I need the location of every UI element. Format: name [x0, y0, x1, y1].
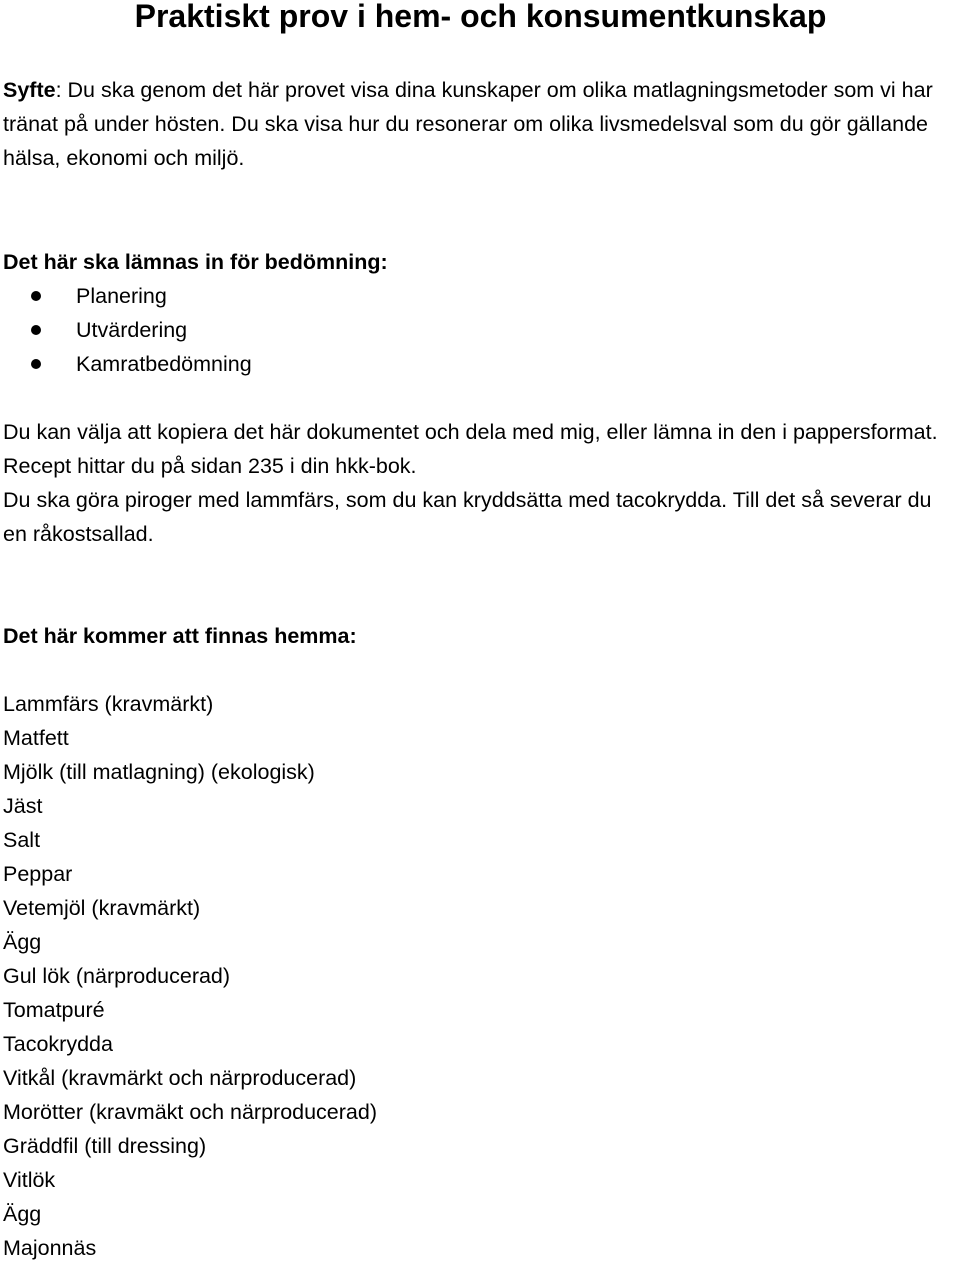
info-paragraph-task: Du ska göra piroger med lammfärs, som du kan kryddsätta med tacokrydda. Till det så severar du en råkostsallad.	[3, 488, 932, 546]
list-item: Tomatpuré	[3, 998, 105, 1022]
assessment-section	[3, 245, 958, 381]
list-item: Morötter (kravmäkt och närproducerad)	[3, 1100, 378, 1124]
assessment-list	[3, 279, 958, 381]
info-section	[3, 415, 958, 551]
bullet-icon	[31, 359, 41, 369]
list-item: Vitkål (kravmärkt och närproducerad)	[3, 1066, 357, 1090]
list-item	[3, 347, 958, 381]
ingredients-heading: Det här kommer att finnas hemma:	[3, 624, 357, 648]
ingredients-section	[3, 619, 958, 1265]
bullet-icon	[31, 325, 41, 335]
purpose-label: Syfte	[3, 78, 56, 102]
list-item: Vetemjöl (kravmärkt)	[3, 896, 201, 920]
bullet-icon	[31, 291, 41, 301]
list-item: Matfett	[3, 726, 69, 750]
list-item-label: Utvärdering	[76, 318, 188, 342]
purpose-section	[3, 73, 958, 175]
list-item: Lammfärs (kravmärkt)	[3, 692, 214, 716]
list-item: Majonnäs	[3, 1236, 97, 1260]
list-item: Tacokrydda	[3, 1032, 113, 1056]
list-item: Ägg	[3, 1202, 42, 1226]
list-item	[3, 313, 958, 347]
assessment-heading: Det här ska lämnas in för bedömning:	[3, 250, 388, 274]
list-item: Vitlök	[3, 1168, 56, 1192]
purpose-paragraph	[3, 73, 958, 175]
info-paragraph-recipe: Recept hittar du på sidan 235 i din hkk-bok.	[3, 454, 417, 478]
list-item: Jäst	[3, 794, 43, 818]
list-item: Salt	[3, 828, 41, 852]
document-title: Praktiskt prov i hem- och konsumentkunskap	[134, 0, 827, 34]
purpose-text: : Du ska genom det här provet visa dina kunskaper om olika matlagningsmetoder som vi har tränat på under hösten. Du ska visa hur du resonerar om olika livsmedelsval som du gör gällande hälsa, ekonomi och miljö.	[3, 78, 933, 170]
list-item-label: Planering	[76, 284, 167, 308]
list-item	[3, 279, 958, 313]
list-item: Gräddfil (till dressing)	[3, 1134, 207, 1158]
list-item: Mjölk (till matlagning) (ekologisk)	[3, 760, 315, 784]
list-item-label: Kamratbedömning	[76, 352, 252, 376]
list-item: Gul lök (närproducerad)	[3, 964, 231, 988]
info-paragraph-copy: Du kan välja att kopiera det här dokumentet och dela med mig, eller lämna in den i pappersformat.	[3, 420, 938, 444]
ingredients-list	[3, 687, 958, 1265]
list-item: Peppar	[3, 862, 73, 886]
list-item: Ägg	[3, 930, 42, 954]
spacer	[3, 653, 958, 687]
